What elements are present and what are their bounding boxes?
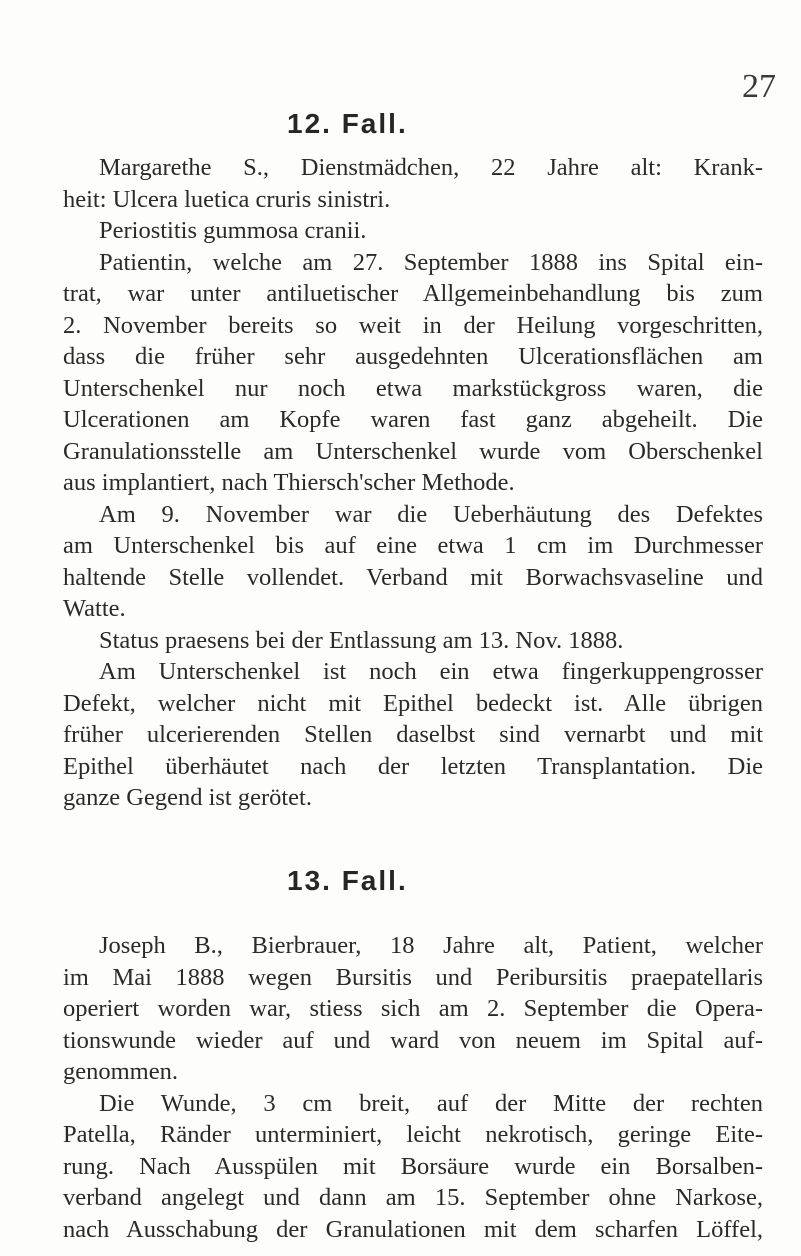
text-line: Periostitis gummosa cranii. [99, 217, 367, 244]
text-line: Margarethe S., Dienstmädchen, 22 Jahre alt: Krank- [99, 154, 763, 181]
text-line: Die Wunde, 3 cm breit, auf der Mitte der rechten [99, 1089, 763, 1117]
page-number: 27 [742, 68, 776, 105]
text-line: Ulcerationen am Kopfe waren fast ganz abgeheilt. Die [63, 406, 763, 433]
text-line: früher ulcerierenden Stellen daselbst sind vernarbt und mit [63, 721, 763, 748]
text-line: Unterschenkel nur noch etwa markstückgross waren, die [63, 374, 763, 402]
text-line: Patella, Ränder unterminiert, leicht nekrotisch, geringe Eite- [63, 1121, 763, 1148]
text-line: heit: Ulcera luetica cruris sinistri. [63, 185, 391, 213]
text-line: Defekt, welcher nicht mit Epithel bedeckt ist. Alle übrigen [63, 689, 763, 717]
text-line: nach Ausschabung der Granulationen mit dem scharfen Löffel, [63, 1215, 763, 1243]
text-line: rung. Nach Ausspülen mit Borsäure wurde ein Borsalben- [63, 1152, 763, 1180]
text-line: haltende Stelle vollendet. Verband mit Borwachsvaseline und [63, 563, 763, 591]
text-line: Patientin, welche am 27. September 1888 ins Spital ein- [99, 248, 763, 276]
case-heading-12: 12. Fall. [287, 108, 408, 139]
case-12-text [63, 152, 763, 814]
text-line: Watte. [63, 595, 126, 622]
text-line: dass die früher sehr ausgedehnten Ulcerationsflächen am [63, 343, 763, 370]
text-line: Joseph B., Bierbrauer, 18 Jahre alt, Patient, welcher [99, 932, 763, 959]
text-line: Am 9. November war die Ueberhäutung des Defektes [99, 500, 763, 528]
text-line: am Unterschenkel bis auf eine etwa 1 cm im Durchmesser [63, 532, 763, 559]
text-line: verband angelegt und dann am 15. September ohne Narkose, [63, 1184, 763, 1211]
case-heading-13: 13. Fall. [287, 865, 408, 896]
text-line: operiert worden war, stiess sich am 2. September die Opera- [63, 995, 763, 1022]
text-line: Epithel überhäutet nach der letzten Transplantation. Die [63, 752, 763, 780]
text-line: Am Unterschenkel ist noch ein etwa fingerkuppengrosser [99, 658, 763, 685]
text-line: 2. November bereits so weit in der Heilung vorgeschritten, [63, 311, 763, 339]
text-line: im Mai 1888 wegen Bursitis und Peribursitis praepatellaris [63, 963, 763, 991]
text-line: aus implantiert, nach Thiersch'scher Methode. [63, 469, 515, 496]
text-line: ganze Gegend ist gerötet. [63, 784, 312, 811]
text-line: genommen. [63, 1058, 178, 1085]
text-line: trat, war unter antiluetischer Allgemeinbehandlung bis zum [63, 280, 763, 307]
case-13-text [63, 930, 763, 1245]
text-line: Granulationsstelle am Unterschenkel wurde vom Oberschenkel [63, 437, 763, 465]
text-line: Status praesens bei der Entlassung am 13. Nov. 1888. [99, 626, 624, 654]
text-line: tionswunde wieder auf und ward von neuem im Spital auf- [63, 1026, 763, 1054]
